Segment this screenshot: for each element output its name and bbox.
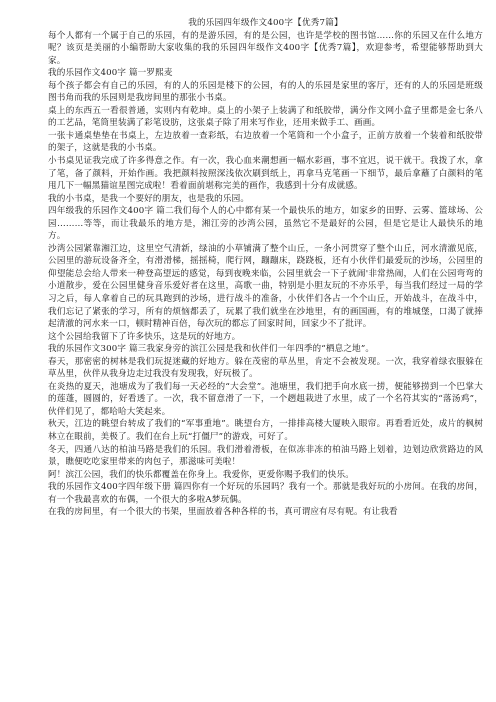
- paragraph: 每个孩子都会有自己的乐园，有的人的乐园是楼下的公园，有的人的乐园是家里的客厅，还有的人的乐园是班级图书角而我的乐园则是我房间里的那张小书桌。: [48, 80, 483, 104]
- paragraph: 在我的房间里，有一个很大的书架，里面放着各种各样的书，真可谓应有尽有呢。有让我看: [48, 507, 398, 518]
- paragraph: 春天，那密密的树林是我们玩捉迷藏的好地方。躲在茂密的草丛里，肯定不会被发现。一次，我穿着绿衣服躲在草丛里，伙伴从我身边走过我没有发现我，好玩极了。: [48, 356, 483, 380]
- paragraph: 我的小书桌，是我一个要好的朋友，也是我的乐园。: [48, 193, 250, 204]
- section-heading: 我的乐园作文400字 篇一罗熙麦: [48, 68, 173, 79]
- document-title: 我的乐园四年级作文400字【优秀7篇】: [188, 18, 343, 28]
- paragraph: 阿！滨江公园，我们的快乐都覆盖在你身上。我爱你，更爱你赐予我们的快乐。: [48, 469, 355, 480]
- paragraph: 冬天，四通八达的柏油马路是我们的乐园。我们滑着滑板，在似冻非冻的柏油马路上划着，边划边欣赏路边的风景，瞧便吃吃家里带来的肉包子，那滋味可美啦！: [48, 444, 483, 468]
- paragraph: 在炎热的夏天，池塘成为了我们每一天必经的“大会堂”。池塘里，我们把手向水底一捞，便能够捞到一个巴掌大的莲蓬，圆圆的，好看透了。一次，我不留意滑了一下，一个趔趄栽进了水里，成了一个名符其实的“落汤鸡”，伙伴们见了，都哈哈大笑起来。: [48, 381, 483, 417]
- section-heading: 我的乐园作文400字四年级下册 篇四你有一个好玩的乐园吗？我有一个。那就是我好玩的小房间。在我的房间，有一个我最喜欢的布偶，一个很大的多啦A梦玩偶。: [48, 482, 483, 505]
- paragraph: 每个人都有一个属于自己的乐园，有的是游乐园，有的是公园，也许是学校的图书馆……你的乐园又在什么地方呢？该页是美丽的小编帮助大家收集的我的乐园四年级作文400字【优秀7篇】，欢迎参考，希望能够帮助到大家。: [48, 30, 483, 66]
- paragraph: 秋天，江边的眺望台转成了我们的“军事重地”。眺望台方，一排排高楼大厦映入眼帘。再看看近处，成片的枫树林立在眼前，美极了。我们在台上玩“打僵尸”的游戏，可好了。: [48, 419, 483, 442]
- paragraph: 桌上的东西五一看很普通，实则内有乾坤。桌上的小架子上装满了和纸胶带，满分作文网小盒子里都是金七条八的工艺品，笔筒里装满了彩笔设肪，这张桌子除了用来写作业，还用来做手工、画画。: [48, 105, 483, 129]
- paragraph: 沙湾公园紧靠湘江边，这里空气清新，绿油的小草铺满了整个山丘，一条小河贯穿了整个山丘，河水清澈见底，公园里的游玩设备齐全，有滑滑梯，摇摇椅，爬行网，蹦蹦床，跷跷板，还有小伙伴们最爱玩的沙场，公园里的仰望能总会给人带来一种登高望远的感觉，每到夜晚来临，公园里就会一下子就闹'非常热闹，人们在公园弯弯的小道散步，爱在公园里健身音乐爱好者在这里，高歌一曲，特别是小胆友玩的不亦乐乎，每当我们经过一局的学习之后，每人拿着自己的玩具跑到的沙场，进行战斗的准备，小伙伴们各占一个个山丘，开始战斗，在战斗中，我们忘记了紧张的学习，所有的烦恼都丢了，玩累了我们就坐在沙地里，有的画国画，有的堆城堡，口渴了就捧起清澈的河水来一口，顿时精神百倍，每次玩的都忘了回家时间，回家少不了批评。: [48, 243, 483, 330]
- section-heading: 我的乐园作文300字 篇三我家身旁的滨江公园是我和伙伴们一年四季的“栖息之地”。: [48, 344, 375, 355]
- section-heading: 四年级我的乐园作文400字 篇二我们每个人的心中都有某一个最快乐的地方，如家乡的田野、云雾、篮球场、公园………等等，而让我最乐的地方是，湘江旁的沙湾公园，虽然它不是最好的公园，但是它是让人最快乐的地方。: [48, 206, 483, 242]
- document-body: [48, 30, 483, 519]
- paragraph: 这个公园给我留下了许多快乐，这是玩的好地方。: [48, 331, 241, 342]
- paragraph: 小书桌见证我完成了许多得意之作。有一次，我心血来潮想画一幅水彩画，事不宜迟，说干就干。我拨了水，拿了笔，备了颜料，开始作画。我把颜料按照深浅依次刷到纸上，再拿马克笔画一下细节，最后拿蘸了白颜料的笔甩几下一幅黑猫谊星图完成啦！看着面前堪称完美的画作，我感到十分有成就感。: [48, 155, 483, 192]
- paragraph: 一张卡通桌垫垫在书桌上，左边放着一查彩纸，右边放着一个笔筒和一个小盒子，正前方放着一个装着和纸胶带的架子，这就是我的小书桌。: [48, 130, 483, 154]
